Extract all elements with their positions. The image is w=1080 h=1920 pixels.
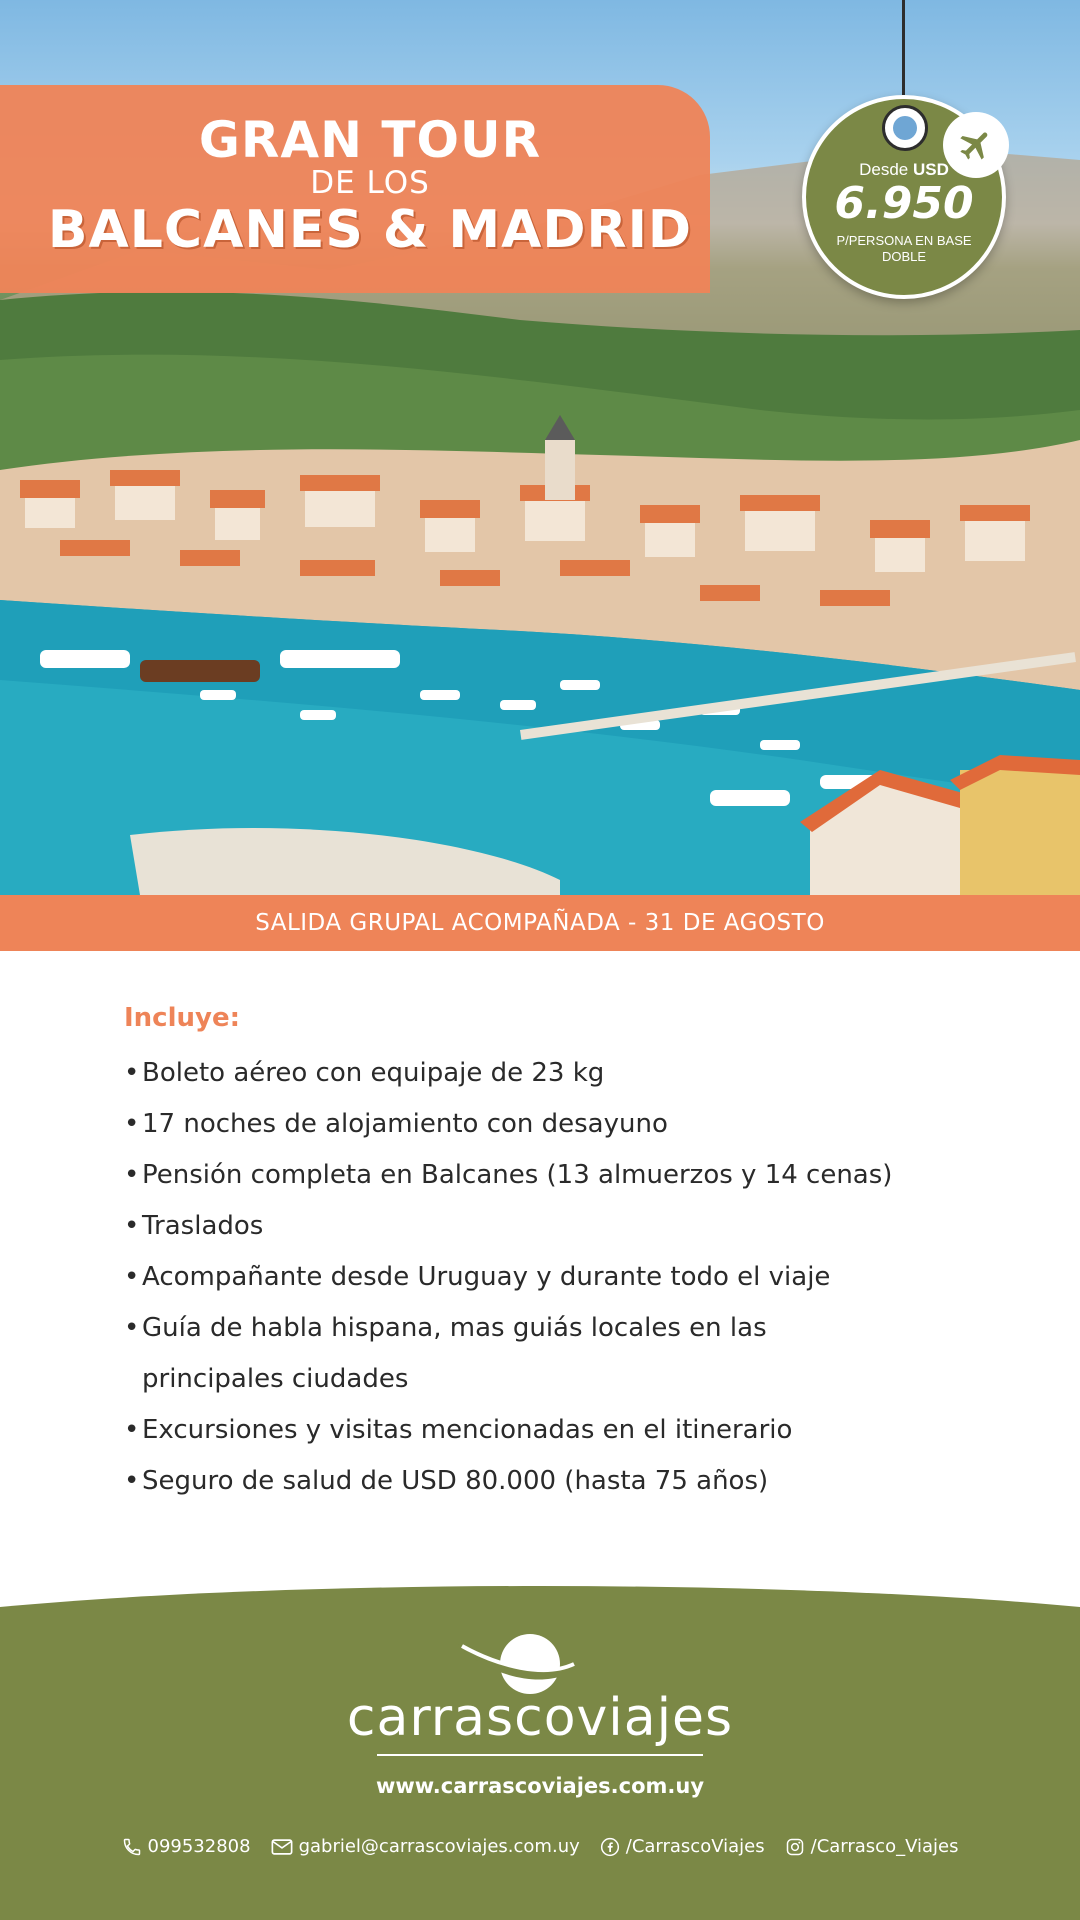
instagram-icon: [785, 1837, 805, 1857]
email-contact[interactable]: [271, 1836, 580, 1857]
departure-banner-text: SALIDA GRUPAL ACOMPAÑADA - 31 DE AGOSTO: [255, 910, 825, 936]
price-tag-string: [902, 0, 905, 95]
bullet-icon: •: [124, 1058, 140, 1088]
contact-bar: [0, 1836, 1080, 1857]
website-link[interactable]: www.carrascoviajes.com.uy: [375, 1774, 705, 1798]
list-item: [124, 1201, 1024, 1252]
departure-banner: [0, 895, 1080, 951]
price-tag-hole-inner: [893, 116, 917, 140]
list-item: [124, 1099, 1024, 1150]
title-de-los: DE LOS: [310, 165, 430, 201]
email-address: gabriel@carrascoviajes.com.uy: [298, 1836, 580, 1857]
list-item: [124, 1048, 1024, 1099]
phone-contact[interactable]: [122, 1836, 251, 1857]
list-item-text: 17 noches de alojamiento con desayuno: [142, 1109, 668, 1139]
bullet-icon: •: [124, 1313, 140, 1343]
bullet-icon: •: [124, 1466, 140, 1496]
facebook-contact[interactable]: [600, 1836, 765, 1857]
phone-icon: [122, 1837, 142, 1857]
logo-text: carrascoviajes: [346, 1688, 734, 1748]
bullet-icon: •: [124, 1415, 140, 1445]
list-item: [124, 1252, 1024, 1303]
list-item: [124, 1405, 1024, 1456]
includes-list: [124, 1048, 1024, 1507]
facebook-icon: [600, 1837, 620, 1857]
price-note: P/PERSONA EN BASE DOBLE: [836, 233, 972, 264]
logo-underline: [377, 1754, 703, 1756]
bullet-icon: •: [124, 1262, 140, 1292]
list-item: [124, 1303, 824, 1405]
bullet-icon: •: [124, 1211, 140, 1241]
list-item: [124, 1150, 1024, 1201]
price-from-text: Desde: [859, 160, 909, 179]
list-item-text: Acompañante desde Uruguay y durante todo el viaje: [142, 1262, 831, 1292]
list-item-text: Seguro de salud de USD 80.000 (hasta 75 años): [142, 1466, 769, 1496]
mail-icon: [271, 1838, 293, 1856]
bullet-icon: •: [124, 1109, 140, 1139]
facebook-handle: /CarrascoViajes: [625, 1836, 765, 1857]
price-from-label: [802, 160, 1006, 180]
bullet-icon: •: [124, 1160, 140, 1190]
instagram-contact[interactable]: [785, 1836, 959, 1857]
title-destinations: BALCANES & MADRID: [47, 200, 693, 260]
list-item: [124, 1456, 1024, 1507]
list-item-text: Traslados: [142, 1211, 264, 1241]
list-item-text: Pensión completa en Balcanes (13 almuerzos y 14 cenas): [142, 1160, 893, 1190]
list-item-text: Excursiones y visitas mencionadas en el itinerario: [142, 1415, 793, 1445]
price-amount: 6.950: [834, 178, 974, 229]
instagram-handle: /Carrasco_Viajes: [810, 1836, 959, 1857]
includes-title: Incluye:: [124, 1003, 240, 1033]
list-item-text: Boleto aéreo con equipaje de 23 kg: [142, 1058, 605, 1088]
list-item-text: Guía de habla hispana, mas guiás locales en las principales ciudades: [142, 1313, 767, 1394]
title-gran-tour: GRAN TOUR: [198, 111, 542, 169]
phone-number: 099532808: [147, 1836, 251, 1857]
price-currency: USD: [912, 160, 949, 179]
